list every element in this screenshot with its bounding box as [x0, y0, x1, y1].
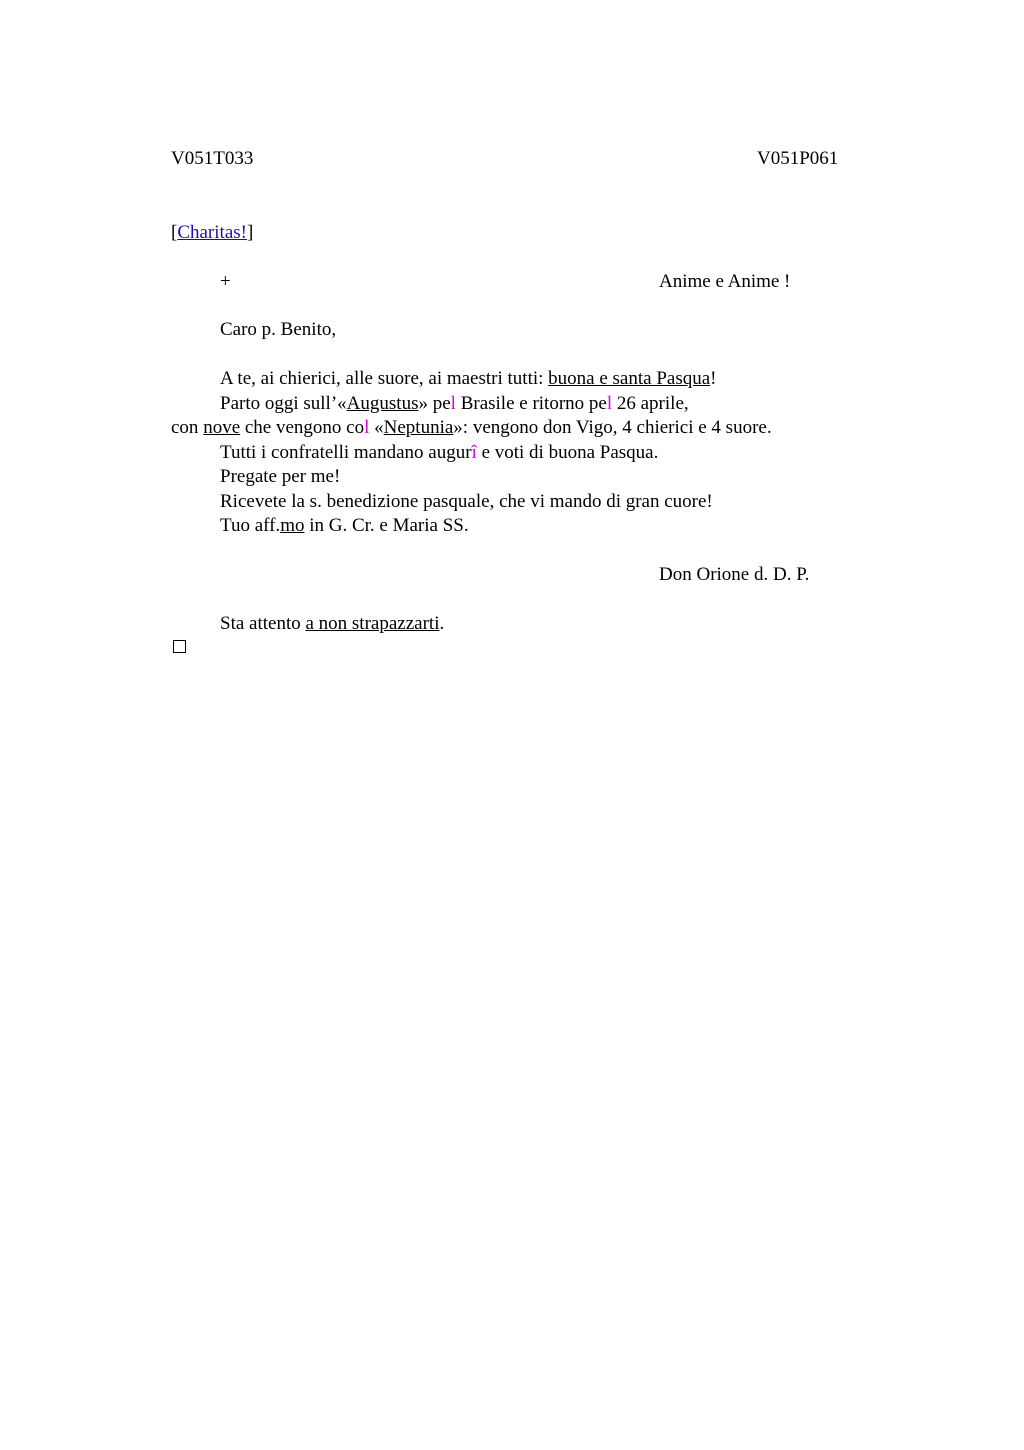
- underlined-text: nove: [203, 417, 241, 438]
- charitas-link[interactable]: Charitas!: [177, 222, 247, 243]
- title: [171, 221, 253, 245]
- body-line-2: [220, 392, 689, 416]
- body-line-1: [220, 367, 716, 391]
- document-code-right: V051P061: [757, 148, 839, 169]
- body-text: »: vengono don Vigo, 4 chierici e 4 suore.: [453, 417, 772, 438]
- body-text: Brasile e ritorno pe: [455, 393, 607, 414]
- signature: Don Orione d. D. P.: [659, 564, 810, 585]
- body-text: «: [369, 417, 384, 438]
- motto: Anime e Anime !: [659, 271, 791, 292]
- document-code-left: V051T033: [171, 148, 254, 169]
- salutation: Caro p. Benito,: [220, 319, 337, 340]
- body-line-4: [220, 441, 658, 465]
- body-text: » pe: [418, 393, 451, 414]
- body-line-3: [171, 416, 772, 440]
- body-text: Tutti i confratelli mandano augur: [220, 442, 472, 463]
- postscript: [220, 612, 444, 636]
- ship-name-neptunia: Neptunia: [383, 417, 454, 438]
- highlighted-letter: l: [606, 393, 613, 414]
- body-text: e voti di buona Pasqua.: [476, 442, 659, 463]
- body-text: Sta attento: [220, 613, 306, 634]
- body-line-6: Ricevete la s. benedizione pasquale, che vi mando di gran cuore!: [220, 491, 713, 512]
- body-text: Parto oggi sull’«: [220, 393, 347, 414]
- body-text: 26 aprile,: [612, 393, 689, 414]
- title-open-bracket: [: [171, 222, 178, 243]
- body-line-7: [220, 514, 469, 538]
- end-square-icon: [173, 640, 186, 653]
- body-line-5: Pregate per me!: [220, 466, 341, 487]
- body-text: in G. Cr. e Maria SS.: [304, 515, 469, 536]
- cross-mark: +: [220, 271, 231, 292]
- underlined-text: mo: [280, 515, 305, 536]
- body-text: .: [439, 613, 445, 634]
- underlined-text: a non strapazzarti: [305, 613, 440, 634]
- body-text: A te, ai chierici, alle suore, ai maestri tutti:: [220, 368, 549, 389]
- highlighted-letter: î: [471, 442, 477, 463]
- body-text: che vengono co: [240, 417, 365, 438]
- body-text: Tuo aff.: [220, 515, 281, 536]
- body-text: con: [171, 417, 204, 438]
- highlighted-letter: l: [450, 393, 456, 414]
- highlighted-letter: l: [364, 417, 370, 438]
- title-close-bracket: ]: [246, 222, 254, 243]
- ship-name-augustus: Augustus: [346, 393, 419, 414]
- underlined-text: buona e santa Pasqua: [548, 368, 711, 389]
- body-text: !: [710, 368, 717, 389]
